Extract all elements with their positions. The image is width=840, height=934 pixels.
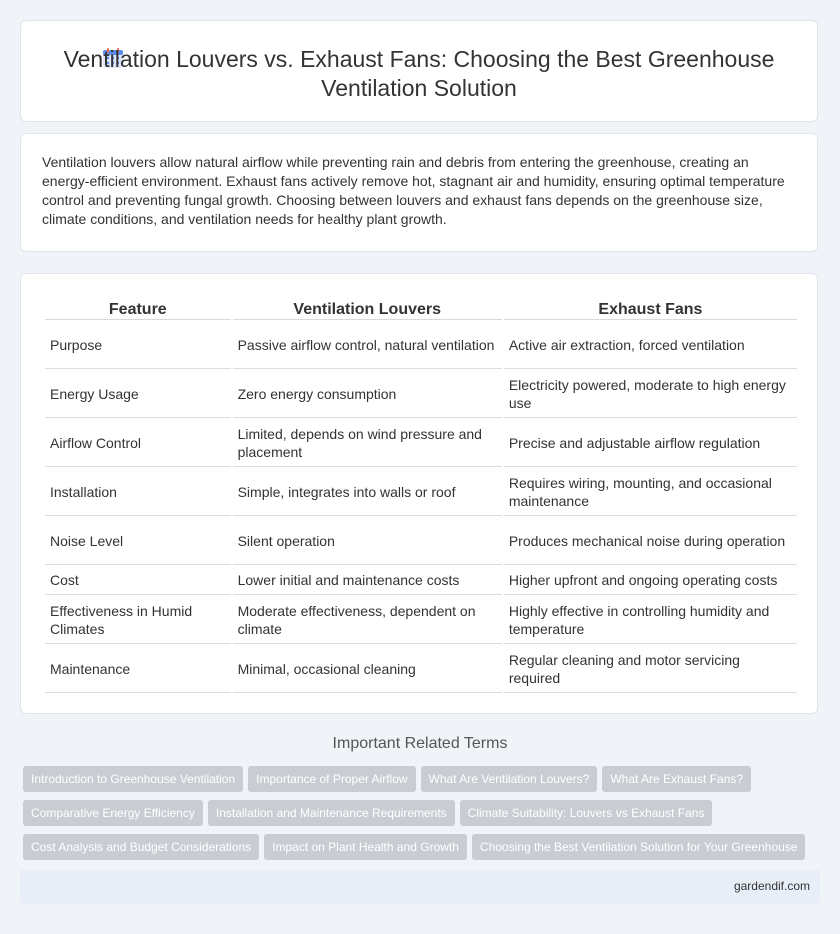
footer-site-link[interactable]: gardendif.com <box>733 879 810 893</box>
page-title: Ventilation Louvers vs. Exhaust Fans: Choosing the Best Greenhouse Ventilation Solution <box>63 46 775 101</box>
table-cell: Zero energy consumption <box>233 369 502 418</box>
intro-paragraph: Ventilation louvers allow natural airflow while preventing rain and debris from entering the greenhouse, creating an energy-efficient environment. Exhaust fans actively remove hot, stagnant air and humidity, ensuring optimal temperature control and preventing fungal growth. Choosing between louvers and exhaust fans depends on the greenhouse size, climate conditions, and ventilation needs for healthy plant growth. <box>42 154 785 227</box>
table-row <box>45 320 797 369</box>
table-cell: Highly effective in controlling humidity and temperature <box>504 595 797 644</box>
table-cell: Moderate effectiveness, dependent on climate <box>233 595 502 644</box>
table-cell: Cost <box>45 565 231 595</box>
table-cell: Limited, depends on wind pressure and placement <box>233 418 502 467</box>
related-tag[interactable]: Installation and Maintenance Requirements <box>208 800 455 826</box>
related-tag[interactable]: Cost Analysis and Budget Considerations <box>23 834 259 860</box>
table-cell: Maintenance <box>45 644 231 693</box>
table-cell: Requires wiring, mounting, and occasional maintenance <box>504 467 797 516</box>
related-tag[interactable]: Choosing the Best Ventilation Solution for Your Greenhouse <box>472 834 806 860</box>
table-cell: Passive airflow control, natural ventilation <box>233 320 502 369</box>
table-cell: Energy Usage <box>45 369 231 418</box>
table-cell: Purpose <box>45 320 231 369</box>
comparison-table <box>43 295 799 693</box>
table-row <box>45 369 797 418</box>
table-cell: Noise Level <box>45 516 231 565</box>
footer <box>20 870 820 904</box>
table-cell: Installation <box>45 467 231 516</box>
related-tag[interactable]: Comparative Energy Efficiency <box>23 800 203 826</box>
related-tag[interactable]: What Are Exhaust Fans? <box>602 766 751 792</box>
table-row <box>45 516 797 565</box>
related-tag[interactable]: Introduction to Greenhouse Ventilation <box>23 766 243 792</box>
table-row <box>45 644 797 693</box>
table-cell: Regular cleaning and motor servicing required <box>504 644 797 693</box>
related-tag[interactable]: Impact on Plant Health and Growth <box>264 834 467 860</box>
header-louvers: Ventilation Louvers <box>233 295 502 320</box>
table-row <box>45 418 797 467</box>
table-cell: Silent operation <box>233 516 502 565</box>
related-terms-list <box>20 766 820 868</box>
table-cell: Electricity powered, moderate to high energy use <box>504 369 797 418</box>
table-cell: Precise and adjustable airflow regulation <box>504 418 797 467</box>
table-row <box>45 595 797 644</box>
table-cell: Minimal, occasional cleaning <box>233 644 502 693</box>
table-cell: Higher upfront and ongoing operating costs <box>504 565 797 595</box>
table-row <box>45 565 797 595</box>
table-cell: Effectiveness in Humid Climates <box>45 595 231 644</box>
related-tag[interactable]: Climate Suitability: Louvers vs Exhaust Fans <box>460 800 713 826</box>
title-card <box>20 20 818 122</box>
table-row <box>45 467 797 516</box>
table-header-row <box>45 295 797 320</box>
table-cell: Simple, integrates into walls or roof <box>233 467 502 516</box>
header-feature: Feature <box>45 295 231 320</box>
related-terms-heading: Important Related Terms <box>332 735 508 752</box>
table-cell: Airflow Control <box>45 418 231 467</box>
header-exhaust-fans: Exhaust Fans <box>504 295 797 320</box>
comparison-card <box>20 273 818 714</box>
table-cell: Lower initial and maintenance costs <box>233 565 502 595</box>
related-tag[interactable]: Importance of Proper Airflow <box>248 766 415 792</box>
related-tag[interactable]: What Are Ventilation Louvers? <box>421 766 598 792</box>
intro-card <box>20 133 818 252</box>
table-cell: Active air extraction, forced ventilation <box>504 320 797 369</box>
table-cell: Produces mechanical noise during operation <box>504 516 797 565</box>
